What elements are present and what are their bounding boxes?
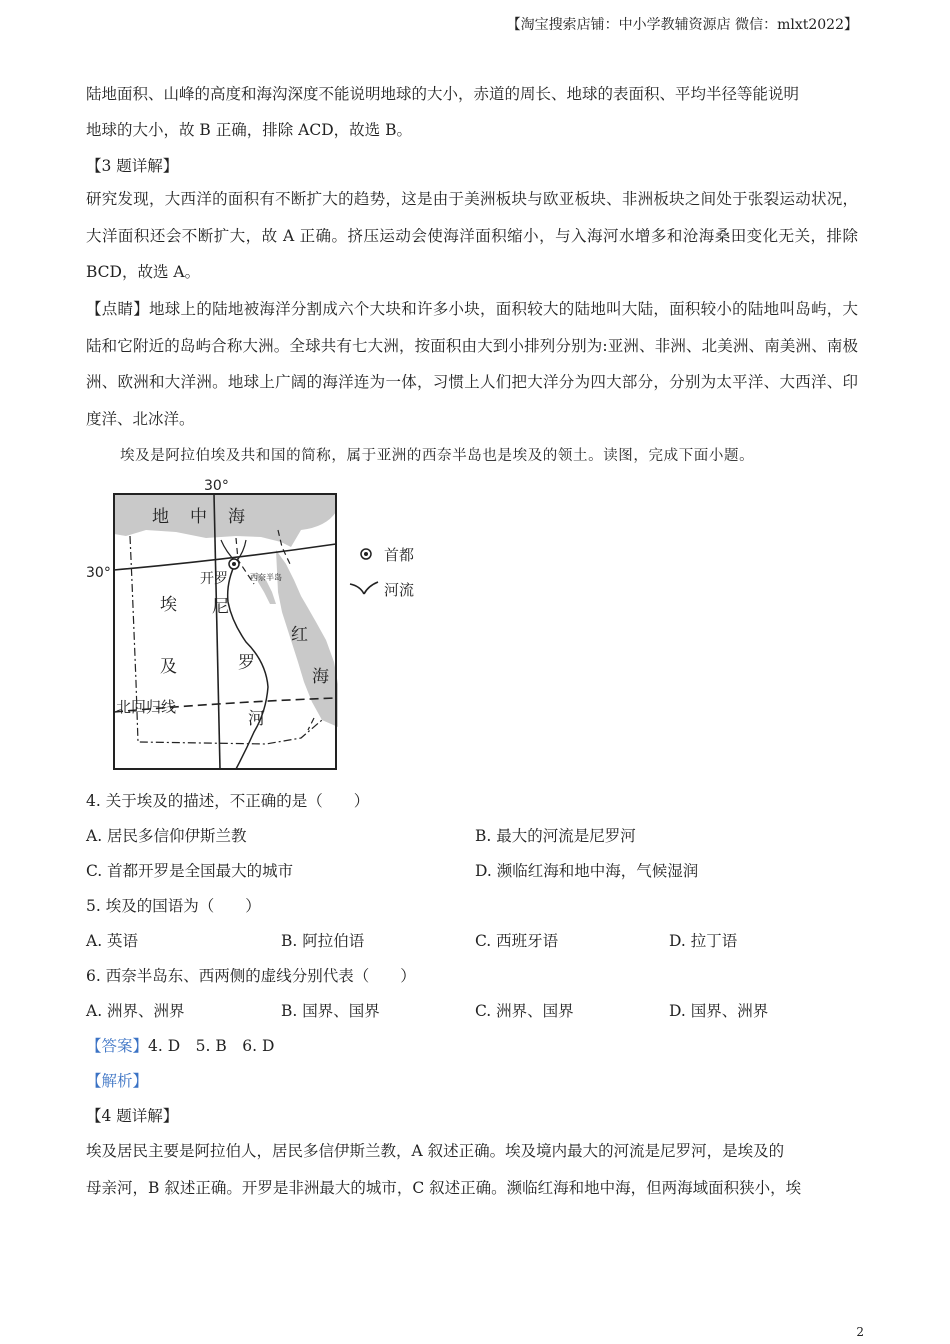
q6-option-d: D. 国界、洲界 [669,1002,769,1020]
river-label-2: 罗 [238,653,255,673]
legend-river-label: 河流 [384,581,415,599]
q4-option-a: A. 居民多信仰伊斯兰教 [86,827,247,845]
legend-capital-icon-dot [364,552,368,556]
detail-q3-heading: 【3 题详解】 [86,157,179,175]
tropic-label: 北回归线 [116,698,177,716]
capital-label: 开罗 [200,571,228,587]
q4-option-b: B. 最大的河流是尼罗河 [475,827,636,845]
answer-line [86,1034,274,1056]
capital-marker-dot [232,562,236,566]
q6-option-b: B. 国界、国界 [281,1002,380,1020]
mediterranean-sea [114,494,336,547]
river-label-3: 河 [248,709,265,729]
analysis-label: 【解析】 [86,1072,149,1090]
country-label-2: 及 [160,657,177,677]
q4-option-d: D. 濒临红海和地中海，气候湿润 [475,862,699,880]
river-label-1: 尼 [212,597,229,617]
legend-capital-label: 首都 [384,546,415,564]
q4-option-c: C. 首都开罗是全国最大的城市 [86,862,294,880]
country-label-1: 埃 [160,595,177,615]
page-number: 2 [856,1325,864,1339]
top-longitude-label: 30° [204,478,229,494]
q6-option-c: C. 洲界、国界 [475,1002,574,1020]
red-sea-label-2: 海 [312,667,329,687]
sea-label-1: 地 [152,507,169,527]
detail-q3-text: 研究发现，大西洋的面积有不断扩大的趋势，这是由于美洲板块与欧亚板块、非洲板块之间处于张裂运动状况，大洋面积还会不断扩大，故 A 正确。挤压运动会使海洋面积缩小，与入海河水增多和沧海桑田变化无关，排除 BCD，故选 A。 [86,190,858,281]
q5-option-a: A. 英语 [86,932,139,950]
detail-q4-line2: 母亲河，B 叙述正确。开罗是非洲最大的城市，C 叙述正确。濒临红海和地中海，但两海域面积狭小，埃 [86,1179,802,1197]
peninsula-label: 西奈半岛 [250,573,282,582]
explanation-q2-line1: 陆地面积、山峰的高度和海沟深度不能说明地球的大小，赤道的周长、地球的表面积、平均半径等能说明 [86,85,800,103]
q5-option-d: D. 拉丁语 [669,932,738,950]
egypt-map-svg [86,472,446,777]
answer-text: 4. D 5. B 6. D [148,1037,275,1055]
left-latitude-label: 30° [86,565,111,581]
q5-option-c: C. 西班牙语 [475,932,559,950]
question-intro: 埃及是阿拉伯埃及共和国的简称，属于亚洲的西奈半岛也是埃及的领土。读图，完成下面小题。 [120,448,755,464]
tip-text: 【点睛】地球上的陆地被海洋分割成六个大块和许多小块，面积较大的陆地叫大陆，面积较小的陆地叫岛屿，大陆和它附近的岛屿合称大洲。全球共有七大洲，按面积由大到小排列分别为:亚洲、非洲、北美洲、南美洲、南极洲、欧洲和大洋洲。地球上广阔的海洋连为一体，习惯上人们把大洋分为四大部分，分别为太平洋、大西洋、印度洋、北冰洋。 [86,300,858,428]
q4-stem: 4. 关于埃及的描述，不正确的是（ ） [86,792,370,810]
page-header: 【淘宝搜索店铺：中小学教辅资源店 微信：mlxt2022】 [506,17,858,33]
legend-river-icon [350,582,378,594]
sea-label-3: 海 [228,507,245,527]
q5-option-b: B. 阿拉伯语 [281,932,365,950]
q6-option-a: A. 洲界、洲界 [86,1002,185,1020]
answer-label: 【答案】 [86,1037,149,1055]
detail-q4-heading: 【4 题详解】 [86,1107,179,1125]
red-sea-label-1: 红 [291,625,308,645]
explanation-q2-line2: 地球的大小，故 B 正确，排除 ACD，故选 B。 [86,121,412,139]
q6-stem: 6. 西奈半岛东、西两侧的虚线分别代表（ ） [86,967,416,985]
sea-label-2: 中 [190,507,207,527]
q5-stem: 5. 埃及的国语为（ ） [86,897,261,915]
egypt-map [86,472,446,777]
detail-q4-line1: 埃及居民主要是阿拉伯人，居民多信伊斯兰教，A 叙述正确。埃及境内最大的河流是尼罗河，是埃及的 [86,1142,785,1160]
